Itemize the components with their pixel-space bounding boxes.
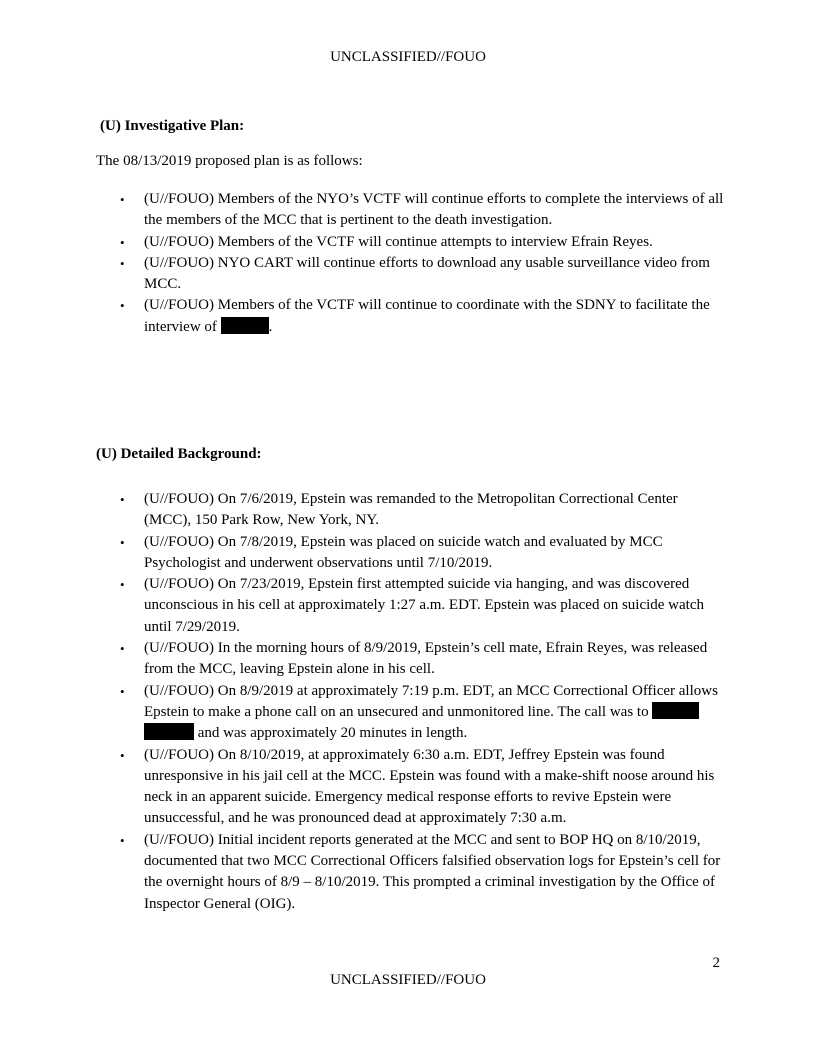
list-item-text-end: and was approximately 20 minutes in length. (194, 725, 468, 742)
bullet-icon: • (120, 577, 125, 593)
list-item-text: (U//FOUO) On 7/8/2019, Epstein was placed on suicide watch and evaluated by MCC Psychologist and underwent observations until 7/10/2019. (144, 533, 663, 571)
list-item-text: (U//FOUO) Members of the VCTF will continue to coordinate with the SDNY to facilitate the interview of (144, 297, 710, 335)
list-item-text: (U//FOUO) On 7/6/2019, Epstein was remanded to the Metropolitan Correctional Center (MCC), 150 Park Row, New York, NY. (144, 491, 678, 529)
list-item (96, 532, 726, 575)
bullet-icon: • (120, 192, 125, 207)
detailed-background-list (96, 489, 726, 915)
bullet-icon: • (120, 298, 125, 314)
list-item (96, 681, 726, 745)
header-classification: UNCLASSIFIED//FOUO (330, 49, 486, 65)
list-item-text: (U//FOUO) NYO CART will continue efforts to download any usable surveillance video from MCC. (144, 254, 710, 293)
list-item-text: (U//FOUO) On 8/9/2019 at approximately 7:19 p.m. EDT, an MCC Correctional Officer allows Epstein to make a phone call on an unsecured and unmonitored line. The call was to (144, 682, 718, 720)
list-item (96, 830, 726, 915)
bullet-icon: • (120, 747, 125, 763)
list-item (96, 253, 726, 296)
bullet-icon: • (120, 234, 125, 250)
list-item-text: (U//FOUO) Initial incident reports generated at the MCC and sent to BOP HQ on 8/10/2019, documented that two MCC Correctional Officers falsified observation logs for Epstein’s cell for the overnight hours of 8/9 – 8/10/2019. This prompted a criminal investigation by the Office of Inspector General (OIG). (144, 831, 721, 912)
list-item-text: (U//FOUO) In the morning hours of 8/9/2019, Epstein’s cell mate, Efrain Reyes, was released from the MCC, leaving Epstein alone in his cell. (144, 640, 708, 678)
list-item (96, 638, 726, 681)
footer-classification: UNCLASSIFIED//FOUO (330, 972, 486, 988)
redaction-block (652, 702, 699, 719)
bullet-icon: • (120, 641, 125, 657)
list-item (96, 232, 726, 253)
list-item (96, 745, 726, 830)
plan-intro: The 08/13/2019 proposed plan is as follows: (96, 153, 363, 169)
redaction-block (144, 723, 194, 740)
list-item-text-end: . (268, 318, 273, 335)
bullet-icon: • (120, 534, 125, 550)
list-item (96, 189, 726, 232)
list-item-text: (U//FOUO) On 7/23/2019, Epstein first attempted suicide via hanging, and was discovered unconscious in his cell at approximately 1:27 a.m. EDT. Epstein was placed on suicide watch until 7/29/2019. (144, 576, 704, 635)
bullet-icon: • (120, 492, 125, 507)
detailed-background-heading: (U) Detailed Background: (96, 446, 262, 462)
list-item (96, 574, 726, 638)
page-number: 2 (712, 955, 720, 971)
bullet-icon: • (120, 683, 125, 699)
list-item-text: (U//FOUO) Members of the VCTF will continue attempts to interview Efrain Reyes. (144, 233, 653, 250)
investigative-plan-list (96, 189, 726, 338)
list-item (96, 295, 726, 338)
list-item (96, 489, 726, 532)
bullet-icon: • (120, 832, 125, 848)
redaction-block (221, 317, 269, 334)
bullet-icon: • (120, 255, 125, 271)
investigative-plan-heading: (U) Investigative Plan: (100, 118, 245, 134)
list-item-text: (U//FOUO) Members of the NYO’s VCTF will continue efforts to complete the interviews of all the members of the MCC that is pertinent to the death investigation. (144, 191, 724, 229)
list-item-text: (U//FOUO) On 8/10/2019, at approximately 6:30 a.m. EDT, Jeffrey Epstein was found unresponsive in his jail cell at the MCC. Epstein was found with a make-shift noose around his neck in an apparent suicide. Emergency medical response efforts to revive Epstein were unsuccessful, and he was pronounced dead at approximately 7:30 a.m. (144, 746, 715, 827)
